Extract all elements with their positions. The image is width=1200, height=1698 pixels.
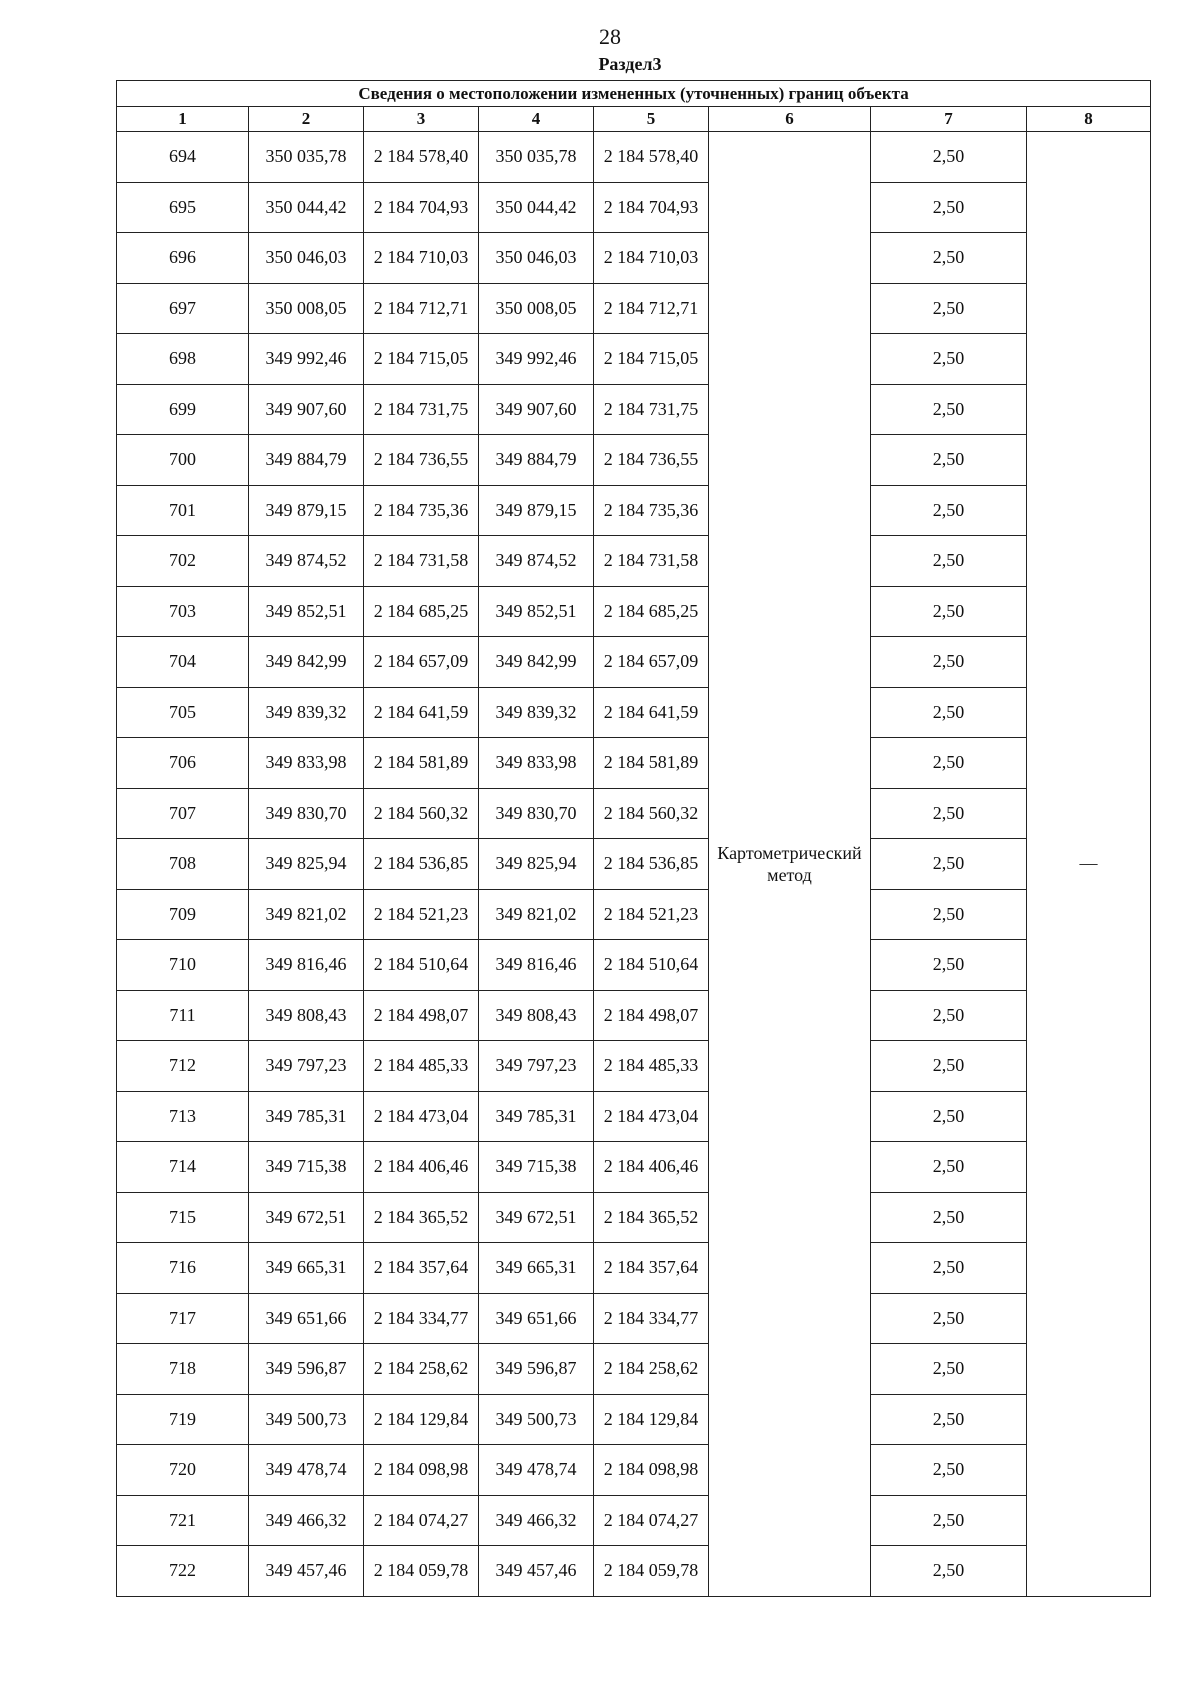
accuracy-cell: 2,50 xyxy=(871,233,1027,284)
table-row xyxy=(117,940,1151,991)
coordinate-cell: 349 797,23 xyxy=(479,1041,594,1092)
column-number: 5 xyxy=(594,107,709,132)
coordinate-cell: 2 184 715,05 xyxy=(594,334,709,385)
point-number-cell: 715 xyxy=(117,1192,249,1243)
coordinate-cell: 2 184 536,85 xyxy=(594,839,709,890)
coordinate-cell: 349 842,99 xyxy=(479,637,594,688)
coordinate-cell: 2 184 406,46 xyxy=(364,1142,479,1193)
table-row xyxy=(117,435,1151,486)
coordinate-cell: 2 184 581,89 xyxy=(594,738,709,789)
coordinate-cell: 2 184 498,07 xyxy=(594,990,709,1041)
table-row xyxy=(117,839,1151,890)
accuracy-cell: 2,50 xyxy=(871,1041,1027,1092)
coordinate-cell: 349 466,32 xyxy=(479,1495,594,1546)
coordinate-cell: 350 008,05 xyxy=(479,283,594,334)
coordinate-cell: 2 184 098,98 xyxy=(594,1445,709,1496)
coordinate-cell: 2 184 735,36 xyxy=(594,485,709,536)
coordinate-cell: 2 184 059,78 xyxy=(364,1546,479,1597)
coordinate-cell: 349 500,73 xyxy=(479,1394,594,1445)
point-number-cell: 722 xyxy=(117,1546,249,1597)
accuracy-cell: 2,50 xyxy=(871,1293,1027,1344)
table-row xyxy=(117,738,1151,789)
table-row xyxy=(117,586,1151,637)
coordinate-cell: 349 839,32 xyxy=(479,687,594,738)
coordinate-cell: 2 184 560,32 xyxy=(364,788,479,839)
table-row xyxy=(117,637,1151,688)
point-number-cell: 721 xyxy=(117,1495,249,1546)
point-number-cell: 699 xyxy=(117,384,249,435)
accuracy-cell: 2,50 xyxy=(871,738,1027,789)
table-header xyxy=(117,81,1151,132)
coordinate-cell: 349 833,98 xyxy=(249,738,364,789)
coordinate-cell: 349 830,70 xyxy=(479,788,594,839)
point-number-cell: 706 xyxy=(117,738,249,789)
coordinate-cell: 349 907,60 xyxy=(249,384,364,435)
table-row xyxy=(117,1293,1151,1344)
table-row xyxy=(117,233,1151,284)
page-number: 28 xyxy=(599,24,621,49)
coordinate-cell: 349 672,51 xyxy=(249,1192,364,1243)
coordinate-cell: 349 672,51 xyxy=(479,1192,594,1243)
coordinate-cell: 2 184 365,52 xyxy=(594,1192,709,1243)
coordinate-cell: 349 596,87 xyxy=(249,1344,364,1395)
point-number-cell: 704 xyxy=(117,637,249,688)
coordinate-cell: 2 184 685,25 xyxy=(594,586,709,637)
point-number-cell: 703 xyxy=(117,586,249,637)
coordinate-cell: 2 184 712,71 xyxy=(594,283,709,334)
point-number-cell: 711 xyxy=(117,990,249,1041)
column-number: 4 xyxy=(479,107,594,132)
point-number-cell: 709 xyxy=(117,889,249,940)
coordinate-cell: 349 457,46 xyxy=(249,1546,364,1597)
coordinate-cell: 2 184 059,78 xyxy=(594,1546,709,1597)
accuracy-cell: 2,50 xyxy=(871,940,1027,991)
coordinate-cell: 2 184 129,84 xyxy=(364,1394,479,1445)
coordinate-cell: 2 184 258,62 xyxy=(364,1344,479,1395)
column-number: 6 xyxy=(709,107,871,132)
coordinate-cell: 2 184 560,32 xyxy=(594,788,709,839)
accuracy-cell: 2,50 xyxy=(871,1091,1027,1142)
accuracy-cell: 2,50 xyxy=(871,1192,1027,1243)
coordinate-cell: 2 184 731,58 xyxy=(594,536,709,587)
coordinate-cell: 2 184 074,27 xyxy=(364,1495,479,1546)
table-row xyxy=(117,1344,1151,1395)
coordinate-cell: 349 466,32 xyxy=(249,1495,364,1546)
point-number-cell: 694 xyxy=(117,132,249,183)
coordinate-cell: 349 651,66 xyxy=(479,1293,594,1344)
coordinate-cell: 349 992,46 xyxy=(249,334,364,385)
table-row xyxy=(117,536,1151,587)
coordinate-cell: 2 184 736,55 xyxy=(594,435,709,486)
point-number-cell: 710 xyxy=(117,940,249,991)
coordinate-cell: 349 816,46 xyxy=(479,940,594,991)
coordinate-cell: 349 852,51 xyxy=(479,586,594,637)
coordinate-cell: 349 825,94 xyxy=(249,839,364,890)
point-number-cell: 707 xyxy=(117,788,249,839)
accuracy-cell: 2,50 xyxy=(871,485,1027,536)
coordinate-cell: 349 842,99 xyxy=(249,637,364,688)
coordinates-table xyxy=(116,80,1151,1597)
coordinate-cell: 2 184 498,07 xyxy=(364,990,479,1041)
coordinate-cell: 2 184 581,89 xyxy=(364,738,479,789)
point-number-cell: 717 xyxy=(117,1293,249,1344)
point-number-cell: 697 xyxy=(117,283,249,334)
coordinate-cell: 349 715,38 xyxy=(249,1142,364,1193)
accuracy-cell: 2,50 xyxy=(871,536,1027,587)
table-row xyxy=(117,1394,1151,1445)
accuracy-cell: 2,50 xyxy=(871,1495,1027,1546)
point-number-cell: 714 xyxy=(117,1142,249,1193)
accuracy-cell: 2,50 xyxy=(871,889,1027,940)
point-number-cell: 705 xyxy=(117,687,249,738)
point-number-cell: 713 xyxy=(117,1091,249,1142)
coordinate-cell: 349 879,15 xyxy=(249,485,364,536)
point-number-cell: 695 xyxy=(117,182,249,233)
table-row xyxy=(117,788,1151,839)
coordinate-cell: 349 715,38 xyxy=(479,1142,594,1193)
point-number-cell: 719 xyxy=(117,1394,249,1445)
coordinate-cell: 349 830,70 xyxy=(249,788,364,839)
coordinate-cell: 2 184 578,40 xyxy=(594,132,709,183)
accuracy-cell: 2,50 xyxy=(871,1445,1027,1496)
column-number: 8 xyxy=(1027,107,1151,132)
coordinate-cell: 2 184 657,09 xyxy=(364,637,479,688)
point-number-cell: 708 xyxy=(117,839,249,890)
coordinate-cell: 2 184 485,33 xyxy=(594,1041,709,1092)
coordinate-cell: 2 184 731,58 xyxy=(364,536,479,587)
coordinate-cell: 350 008,05 xyxy=(249,283,364,334)
table-row xyxy=(117,182,1151,233)
table-row xyxy=(117,1495,1151,1546)
coordinate-cell: 2 184 258,62 xyxy=(594,1344,709,1395)
section-title: Раздел3 xyxy=(598,54,662,74)
table-row xyxy=(117,1041,1151,1092)
point-number-cell: 716 xyxy=(117,1243,249,1294)
coordinate-cell: 2 184 641,59 xyxy=(364,687,479,738)
coordinate-cell: 2 184 473,04 xyxy=(594,1091,709,1142)
accuracy-cell: 2,50 xyxy=(871,637,1027,688)
coordinate-cell: 2 184 334,77 xyxy=(364,1293,479,1344)
coordinate-cell: 349 874,52 xyxy=(249,536,364,587)
table-row xyxy=(117,283,1151,334)
coordinate-cell: 349 821,02 xyxy=(249,889,364,940)
accuracy-cell: 2,50 xyxy=(871,384,1027,435)
table-row xyxy=(117,1445,1151,1496)
coordinate-cell: 2 184 485,33 xyxy=(364,1041,479,1092)
table-row xyxy=(117,1091,1151,1142)
coordinate-cell: 2 184 731,75 xyxy=(364,384,479,435)
coordinate-cell: 2 184 074,27 xyxy=(594,1495,709,1546)
coordinate-cell: 349 992,46 xyxy=(479,334,594,385)
point-number-cell: 701 xyxy=(117,485,249,536)
accuracy-cell: 2,50 xyxy=(871,1546,1027,1597)
accuracy-cell: 2,50 xyxy=(871,1394,1027,1445)
point-number-cell: 718 xyxy=(117,1344,249,1395)
coordinate-cell: 2 184 129,84 xyxy=(594,1394,709,1445)
coordinate-cell: 2 184 365,52 xyxy=(364,1192,479,1243)
table-row xyxy=(117,1243,1151,1294)
table-row xyxy=(117,334,1151,385)
coordinate-cell: 2 184 334,77 xyxy=(594,1293,709,1344)
coordinate-cell: 349 665,31 xyxy=(249,1243,364,1294)
coordinate-cell: 349 478,74 xyxy=(249,1445,364,1496)
coordinate-cell: 2 184 735,36 xyxy=(364,485,479,536)
coordinate-cell: 349 478,74 xyxy=(479,1445,594,1496)
coordinate-cell: 349 821,02 xyxy=(479,889,594,940)
coordinate-cell: 349 797,23 xyxy=(249,1041,364,1092)
table-row xyxy=(117,1192,1151,1243)
coordinate-cell: 350 035,78 xyxy=(249,132,364,183)
coordinate-cell: 2 184 641,59 xyxy=(594,687,709,738)
coordinate-cell: 350 044,42 xyxy=(249,182,364,233)
coordinate-cell: 2 184 521,23 xyxy=(364,889,479,940)
coordinate-cell: 2 184 406,46 xyxy=(594,1142,709,1193)
coordinate-cell: 349 785,31 xyxy=(479,1091,594,1142)
coordinate-cell: 2 184 710,03 xyxy=(594,233,709,284)
column-number: 3 xyxy=(364,107,479,132)
accuracy-cell: 2,50 xyxy=(871,990,1027,1041)
accuracy-cell: 2,50 xyxy=(871,687,1027,738)
accuracy-cell: 2,50 xyxy=(871,334,1027,385)
coordinate-cell: 2 184 578,40 xyxy=(364,132,479,183)
point-number-cell: 700 xyxy=(117,435,249,486)
coordinate-cell: 349 808,43 xyxy=(479,990,594,1041)
coordinate-cell: 2 184 657,09 xyxy=(594,637,709,688)
column-number: 1 xyxy=(117,107,249,132)
coordinate-cell: 350 046,03 xyxy=(249,233,364,284)
table-row xyxy=(117,990,1151,1041)
column-number: 7 xyxy=(871,107,1027,132)
coordinate-cell: 2 184 473,04 xyxy=(364,1091,479,1142)
coordinate-cell: 349 816,46 xyxy=(249,940,364,991)
coordinate-cell: 2 184 715,05 xyxy=(364,334,479,385)
accuracy-cell: 2,50 xyxy=(871,283,1027,334)
point-number-cell: 702 xyxy=(117,536,249,587)
coordinate-cell: 349 884,79 xyxy=(249,435,364,486)
coordinate-cell: 349 457,46 xyxy=(479,1546,594,1597)
table-row xyxy=(117,485,1151,536)
accuracy-cell: 2,50 xyxy=(871,1243,1027,1294)
table-body xyxy=(117,132,1151,1597)
coordinate-cell: 349 785,31 xyxy=(249,1091,364,1142)
coordinate-cell: 2 184 098,98 xyxy=(364,1445,479,1496)
coordinate-cell: 2 184 710,03 xyxy=(364,233,479,284)
coordinate-cell: 2 184 536,85 xyxy=(364,839,479,890)
accuracy-cell: 2,50 xyxy=(871,788,1027,839)
column-number: 2 xyxy=(249,107,364,132)
point-number-cell: 712 xyxy=(117,1041,249,1092)
coordinate-cell: 2 184 736,55 xyxy=(364,435,479,486)
table-row xyxy=(117,1546,1151,1597)
coordinate-cell: 349 884,79 xyxy=(479,435,594,486)
coordinate-cell: 349 879,15 xyxy=(479,485,594,536)
coordinate-cell: 2 184 357,64 xyxy=(594,1243,709,1294)
coordinate-cell: 349 596,87 xyxy=(479,1344,594,1395)
table-row xyxy=(117,687,1151,738)
table-row xyxy=(117,1142,1151,1193)
accuracy-cell: 2,50 xyxy=(871,586,1027,637)
coordinate-cell: 2 184 704,93 xyxy=(594,182,709,233)
coordinate-cell: 349 651,66 xyxy=(249,1293,364,1344)
accuracy-cell: 2,50 xyxy=(871,182,1027,233)
accuracy-cell: 2,50 xyxy=(871,1142,1027,1193)
method-cell: Картометрический метод xyxy=(709,132,871,1597)
accuracy-cell: 2,50 xyxy=(871,132,1027,183)
point-number-cell: 698 xyxy=(117,334,249,385)
table-row xyxy=(117,889,1151,940)
col8-cell: — xyxy=(1027,132,1151,1597)
accuracy-cell: 2,50 xyxy=(871,839,1027,890)
coordinate-cell: 349 839,32 xyxy=(249,687,364,738)
coordinate-cell: 349 907,60 xyxy=(479,384,594,435)
point-number-cell: 720 xyxy=(117,1445,249,1496)
accuracy-cell: 2,50 xyxy=(871,435,1027,486)
table-row xyxy=(117,384,1151,435)
coordinate-cell: 2 184 704,93 xyxy=(364,182,479,233)
point-number-cell: 696 xyxy=(117,233,249,284)
coordinate-cell: 2 184 510,64 xyxy=(364,940,479,991)
coordinate-cell: 350 035,78 xyxy=(479,132,594,183)
coordinate-cell: 349 833,98 xyxy=(479,738,594,789)
coordinate-cell: 349 808,43 xyxy=(249,990,364,1041)
coordinate-cell: 350 044,42 xyxy=(479,182,594,233)
coordinate-cell: 2 184 357,64 xyxy=(364,1243,479,1294)
coordinate-cell: 2 184 510,64 xyxy=(594,940,709,991)
coordinate-cell: 349 874,52 xyxy=(479,536,594,587)
coordinate-cell: 349 852,51 xyxy=(249,586,364,637)
accuracy-cell: 2,50 xyxy=(871,1344,1027,1395)
coordinate-cell: 2 184 731,75 xyxy=(594,384,709,435)
table-row xyxy=(117,132,1151,183)
coordinate-cell: 2 184 685,25 xyxy=(364,586,479,637)
coordinate-cell: 349 665,31 xyxy=(479,1243,594,1294)
coordinate-cell: 349 825,94 xyxy=(479,839,594,890)
coordinate-cell: 2 184 521,23 xyxy=(594,889,709,940)
coordinate-cell: 350 046,03 xyxy=(479,233,594,284)
table-caption: Сведения о местоположении измененных (уточненных) границ объекта xyxy=(117,81,1151,107)
coordinate-cell: 349 500,73 xyxy=(249,1394,364,1445)
coordinate-cell: 2 184 712,71 xyxy=(364,283,479,334)
column-numbers-row xyxy=(117,107,1151,132)
